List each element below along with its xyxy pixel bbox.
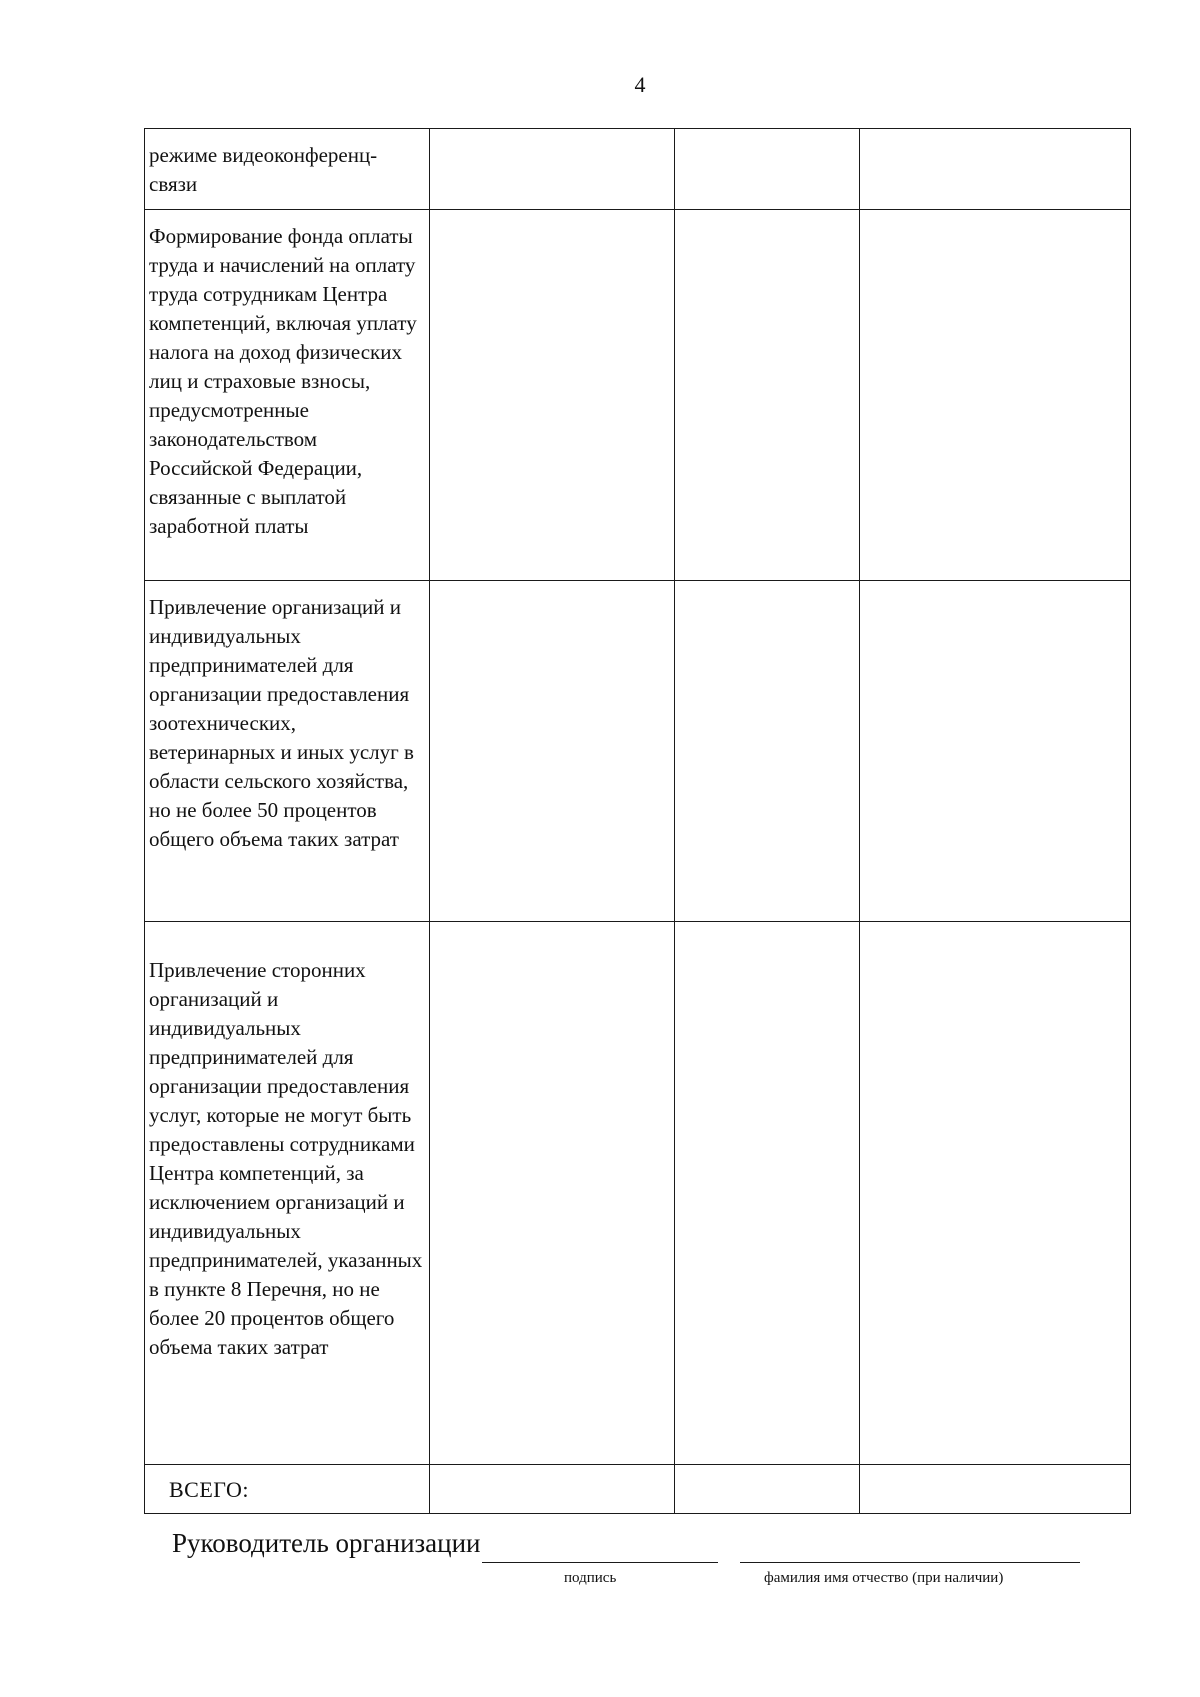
row-description [149,141,425,199]
value-cell [860,922,1131,1465]
total-value-cell [430,1465,675,1514]
total-label: ВСЕГО: [145,1465,430,1514]
row-description-cell [145,581,430,922]
total-value-cell [860,1465,1131,1514]
full-name-caption: фамилия имя отчество (при наличии) [764,1570,1004,1586]
value-cell [430,210,675,581]
signature-label: Руководитель организации [172,1528,481,1558]
total-row [145,1465,1131,1514]
row-description: Привлечение организаций и индивидуальных предпринимателей для организации предоставления зоотехнических, ветеринарных и иных услуг в области сельского хозяйства, но не более 50 процентов общего объема таких затрат [149,595,414,851]
value-cell [860,581,1131,922]
value-cell [860,129,1131,210]
table-row [145,581,1131,922]
signature-block [172,1528,1102,1608]
page-number: 4 [634,72,646,97]
full-name-line [740,1562,1080,1563]
value-cell [675,129,860,210]
value-cell [860,210,1131,581]
value-cell [675,922,860,1465]
expense-table [144,128,1131,1514]
signature-line [482,1562,718,1563]
signature-caption: подпись [564,1570,617,1586]
table-row [145,210,1131,581]
row-description-cell [145,129,430,210]
table-row [145,922,1131,1465]
value-cell [675,581,860,922]
row-description-part: связи [149,172,198,196]
row-description-cell [145,210,430,581]
table-row [145,129,1131,210]
row-description-part: режиме видеоконференц- [149,143,378,167]
value-cell [675,210,860,581]
row-description: Привлечение сторонних организаций и индивидуальных предпринимателей для организации предоставления услуг, которые не могут быть предоставлены сотрудниками Центра компетенций, за исключением организаций и индивидуальных предпринимателей, указанных в пункте 8 Перечня, но не более 20 процентов общего объема таких затрат [149,958,423,1359]
row-description: Формирование фонда оплаты труда и начислений на оплату труда сотрудникам Центра компетенций, включая уплату налога на доход физических лиц и страховые взносы, предусмотренные законодательством Российской Федерации, связанные с выплатой заработной платы [149,224,417,538]
value-cell [430,581,675,922]
row-description-cell [145,922,430,1465]
value-cell [430,922,675,1465]
value-cell [430,129,675,210]
total-value-cell [675,1465,860,1514]
